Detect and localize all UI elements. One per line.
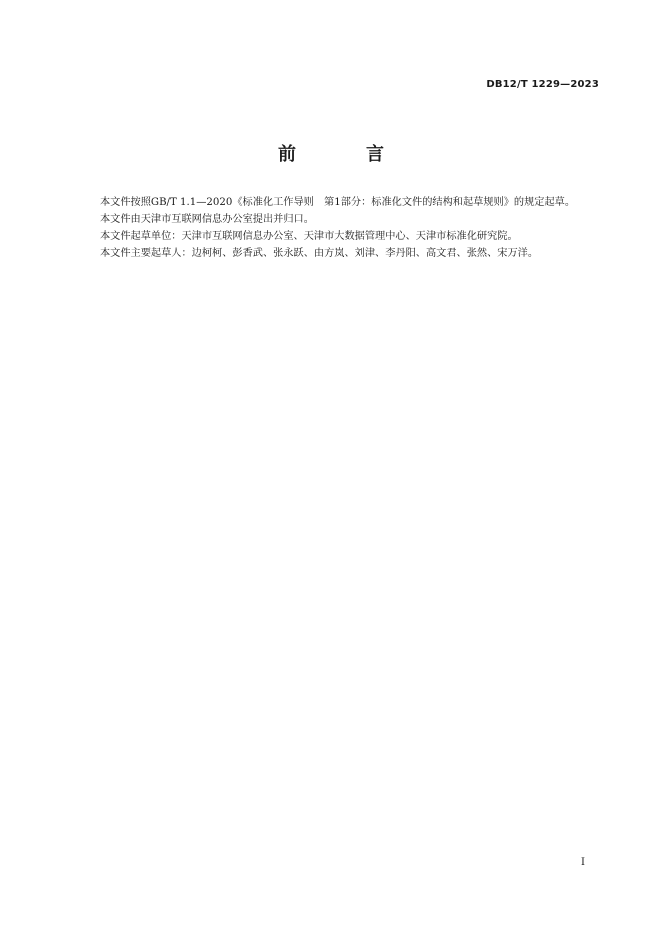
paragraph-drafting-rules: 本文件按照GB/T 1.1—2020《标准化工作导则 第1部分：标准化文件的结构和起草规则》的规定起草。 <box>100 197 576 208</box>
paragraph-drafters: 本文件主要起草人：边柯柯、彭香武、张永跃、由方岚、刘津、李丹阳、高文君、张然、宋万洋。 <box>100 248 539 259</box>
foreword-body <box>80 194 600 262</box>
document-code: DB12/T 1229—2023 <box>486 79 599 90</box>
paragraph-proposer: 本文件由天津市互联网信息办公室提出并归口。 <box>100 214 314 225</box>
page-number: I <box>581 857 585 868</box>
paragraph-drafting-units: 本文件起草单位：天津市互联网信息办公室、天津市大数据管理中心、天津市标准化研究院。 <box>100 231 518 242</box>
page-title: 前 言 <box>278 144 410 165</box>
